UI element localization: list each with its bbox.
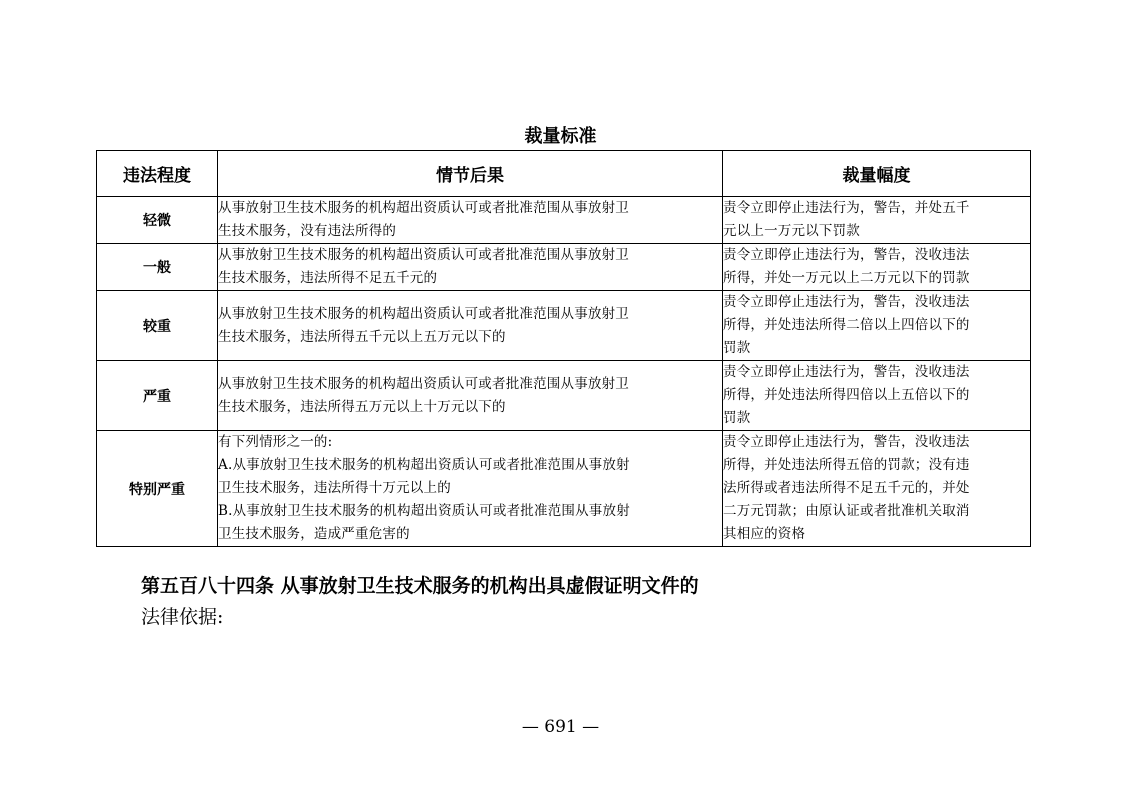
table-row [97, 291, 1031, 361]
legal-basis-label: 法律依据: [141, 606, 224, 628]
table-row [97, 244, 1031, 291]
penalty-line: 所得，并处违法所得五倍的罚款；没有违 [723, 457, 970, 473]
penalty-line: 所得，并处违法所得二倍以上四倍以下的 [723, 317, 970, 333]
degree-cell: 严重 [97, 361, 218, 431]
degree-cell: 轻微 [97, 197, 218, 244]
degree-cell: 一般 [97, 244, 218, 291]
penalty-line: 责令立即停止违法行为，警告，没收违法 [723, 434, 970, 450]
circumstance-cell [218, 291, 723, 361]
circumstance-line: A.从事放射卫生技术服务的机构超出资质认可或者批准范围从事放射 [218, 457, 630, 473]
header-penalty: 裁量幅度 [723, 151, 1031, 197]
circumstance-line: 生技术服务，违法所得五万元以上十万元以下的 [218, 398, 506, 415]
table-row [97, 361, 1031, 431]
circumstance-cell [218, 244, 723, 291]
circumstance-line: 从事放射卫生技术服务的机构超出资质认可或者批准范围从事放射卫 [218, 247, 629, 263]
table-row [97, 197, 1031, 244]
circumstance-line: 卫生技术服务，造成严重危害的 [218, 526, 410, 542]
circumstance-cell [218, 431, 723, 547]
table-title: 裁量标准 [524, 126, 597, 147]
discretion-standard-table [96, 150, 1031, 547]
circumstance-line: 卫生技术服务，违法所得十万元以上的 [218, 480, 451, 496]
penalty-cell [723, 197, 1031, 244]
penalty-line: 责令立即停止违法行为，警告，并处五千 [723, 200, 970, 216]
penalty-line: 法所得或者违法所得不足五千元的，并处 [723, 480, 970, 496]
table-row [97, 431, 1031, 547]
penalty-line: 所得，并处违法所得四倍以上五倍以下的 [723, 387, 970, 403]
penalty-cell [723, 361, 1031, 431]
header-circumstance: 情节后果 [218, 151, 723, 197]
header-degree: 违法程度 [97, 151, 218, 197]
circumstance-line: 生技术服务，违法所得不足五千元的 [218, 270, 438, 286]
penalty-cell [723, 244, 1031, 291]
table-header-row [97, 151, 1031, 197]
page-number: — 691 — [521, 717, 600, 737]
circumstance-line: 从事放射卫生技术服务的机构超出资质认可或者批准范围从事放射卫 [218, 305, 629, 322]
circumstance-line: 生技术服务，没有违法所得的 [218, 223, 397, 239]
penalty-line: 其相应的资格 [723, 526, 806, 542]
penalty-line: 责令立即停止违法行为，警告，没收违法 [723, 364, 970, 380]
circumstance-line: 生技术服务，违法所得五千元以上五万元以下的 [218, 328, 506, 345]
circumstance-cell [218, 361, 723, 431]
penalty-cell [723, 431, 1031, 547]
degree-cell: 较重 [97, 291, 218, 361]
penalty-line: 元以上一万元以下罚款 [723, 223, 860, 239]
penalty-line: 罚款 [723, 410, 751, 426]
penalty-line: 罚款 [723, 340, 751, 356]
circumstance-line: B.从事放射卫生技术服务的机构超出资质认可或者批准范围从事放射 [218, 503, 630, 519]
penalty-cell [723, 291, 1031, 361]
circumstance-line: 有下列情形之一的: [218, 434, 333, 450]
penalty-line: 责令立即停止违法行为，警告，没收违法 [723, 294, 970, 310]
penalty-line: 所得，并处一万元以上二万元以下的罚款 [723, 270, 970, 286]
article-heading: 第五百八十四条 从事放射卫生技术服务的机构出具虚假证明文件的 [141, 575, 699, 597]
circumstance-cell [218, 197, 723, 244]
degree-cell: 特别严重 [97, 431, 218, 547]
circumstance-line: 从事放射卫生技术服务的机构超出资质认可或者批准范围从事放射卫 [218, 375, 629, 392]
penalty-line: 二万元罚款；由原认证或者批准机关取消 [723, 503, 970, 519]
circumstance-line: 从事放射卫生技术服务的机构超出资质认可或者批准范围从事放射卫 [218, 200, 629, 216]
penalty-line: 责令立即停止违法行为，警告，没收违法 [723, 247, 970, 263]
